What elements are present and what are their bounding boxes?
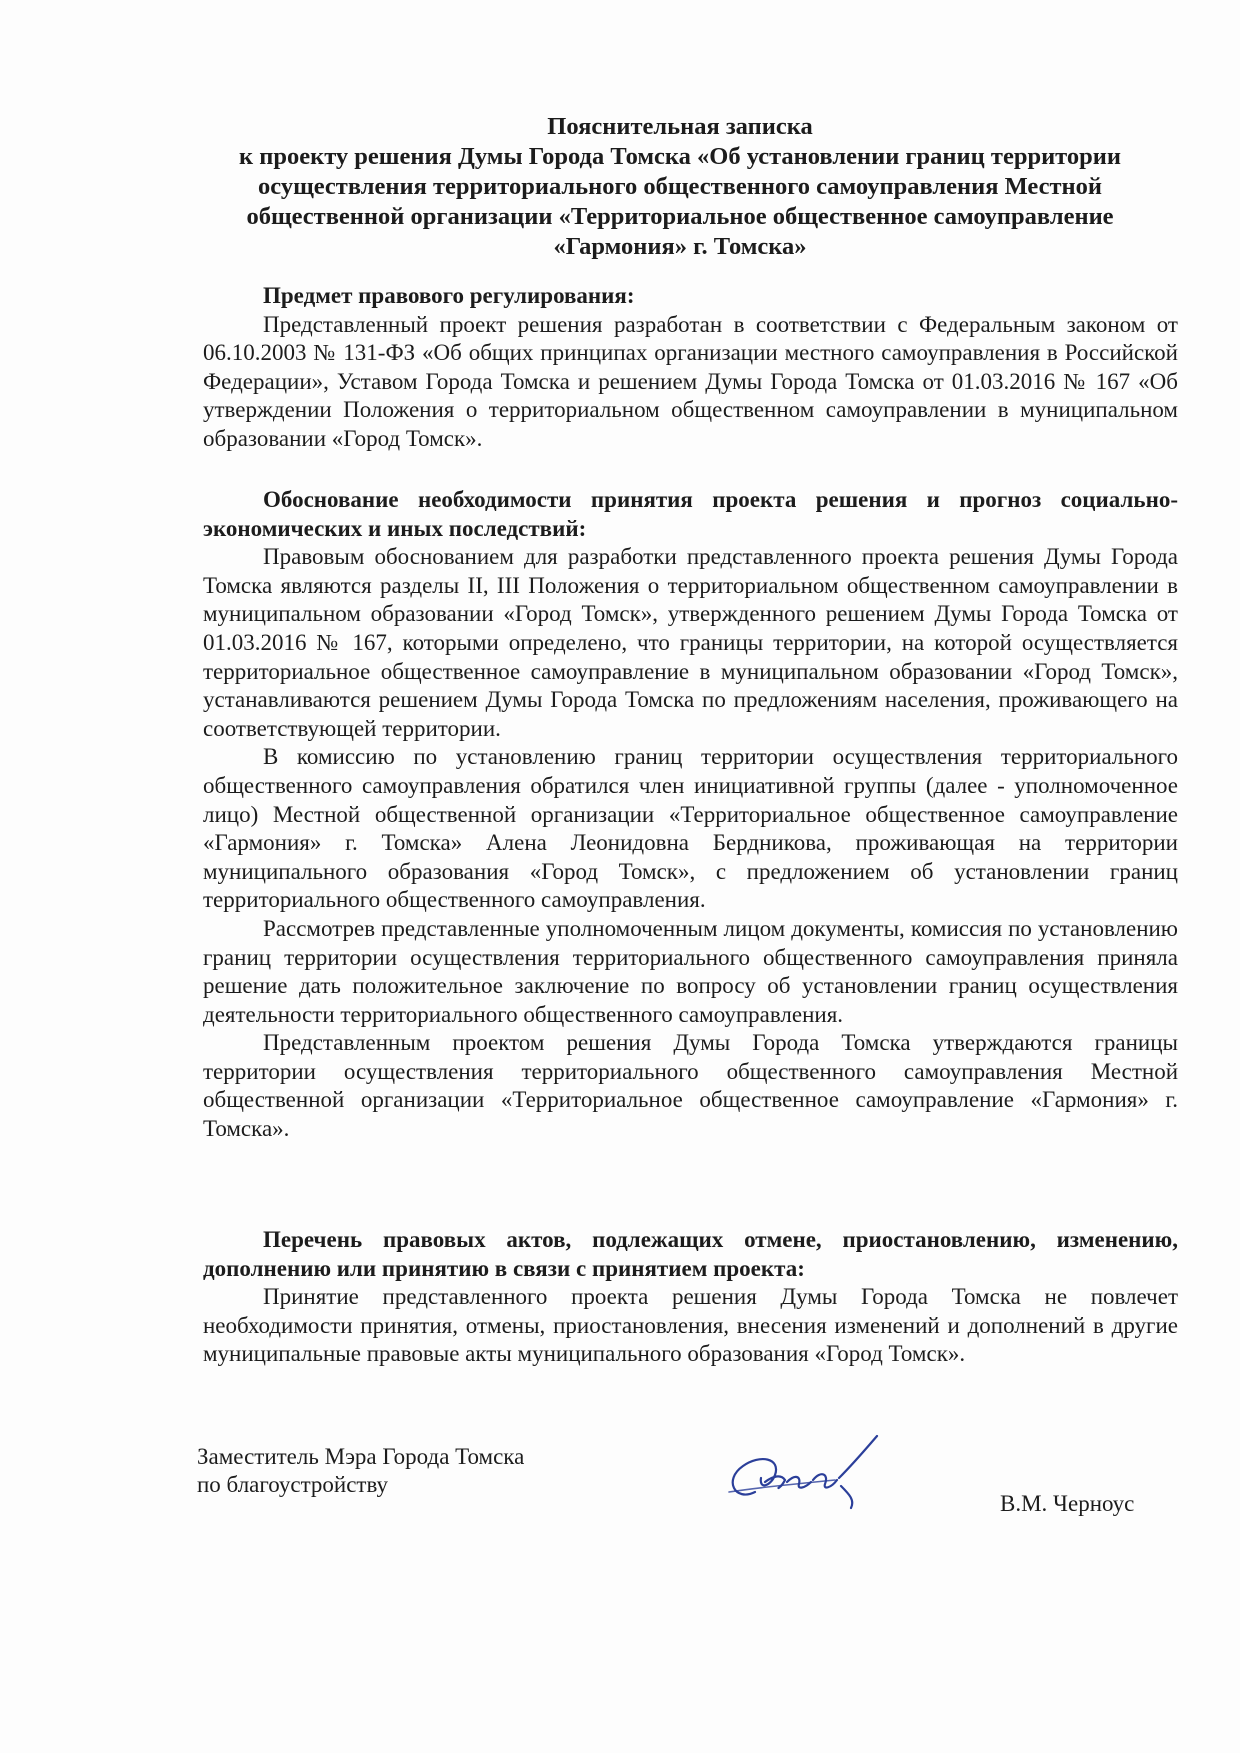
paragraph: Правовым обоснованием для разработки представленного проекта решения Думы Города Томска являются разделы II, III Положения о территориальном общественном самоуправлении в муниципальном образовании «Город Томск», утвержденного решением Думы Города Томска от 01.03.2016 № 167, которыми определено, что границы территории, на которой осуществляется территориальное общественное самоуправление в муниципальном образовании «Город Томск», устанавливаются решением Думы Города Томска по предложениям населения, проживающего на соответствующей территории. [203,544,1178,741]
title-line: «Гармония» г. Томска» [553,233,807,260]
section-legal-acts [203,1226,1178,1369]
handwritten-signature [715,1430,895,1530]
paragraph: Представленный проект решения разработан в соответствии с Федеральным законом от 06.10.2003 № 131-ФЗ «Об общих принципах организации местного самоуправления в Российской Федерации», Уставом Города Томска и решением Думы Города Томска от 01.03.2016 № 167 «Об утверждении Положения о территориальном общественном самоуправлении в муниципальном образовании «Город Томск». [203,311,1178,451]
signatory-position [197,1443,524,1499]
section-heading: Предмет правового регулирования: [263,283,635,308]
paragraph: Принятие представленного проекта решения Думы Города Томска не повлечет необходимости принятия, отмены, приостановления, внесения изменений и дополнений в другие муниципальные правовые акты муниципального образования «Город Томск». [203,1284,1178,1367]
paragraph: Представленным проектом решения Думы Города Томска утверждаются границы территории осуществления территориального общественного самоуправления Местной общественной организации «Территориальное общественное самоуправление «Гармония» г. Томска». [203,1030,1178,1142]
position-line: Заместитель Мэра Города Томска [197,1444,525,1469]
paragraph: В комиссию по установлению границ территории осуществления территориального общественного самоуправления обратился член инициативной группы (далее - уполномоченное лицо) Местной общественной организации «Территориальное общественное самоуправление «Гармония» г. Томска» Алена Леонидовна Бердникова, проживающая на территории муниципального образования «Город Томск», с предложением об установлении границ территориального общественного самоуправления. [203,744,1178,913]
document-title [200,112,1160,262]
section-legal-subject [203,282,1178,454]
signatory-name: В.М. Черноус [1000,1491,1135,1516]
section-justification [203,486,1178,1144]
paragraph: Рассмотрев представленные уполномоченным лицом документы, комиссия по установлению границ территории осуществления территориального общественного самоуправления приняла решение дать положительное заключение по вопросу об установлении границ осуществления деятельности территориального общественного самоуправления. [203,915,1178,1027]
section-heading: Перечень правовых актов, подлежащих отмене, приостановлению, изменению, дополнению или принятию в связи с принятием проекта: [203,1227,1178,1281]
title-line: осуществления территориального общественного самоуправления Местной [258,173,1102,200]
position-line: по благоустройству [197,1472,389,1497]
title-line: Пояснительная записка [547,113,813,140]
title-line: общественной организации «Территориальное общественное самоуправление [246,203,1114,230]
section-heading: Обоснование необходимости принятия проекта решения и прогноз социально-экономических и иных последствий: [203,487,1178,541]
title-line: к проекту решения Думы Города Томска «Об установлении границ территории [239,143,1121,170]
